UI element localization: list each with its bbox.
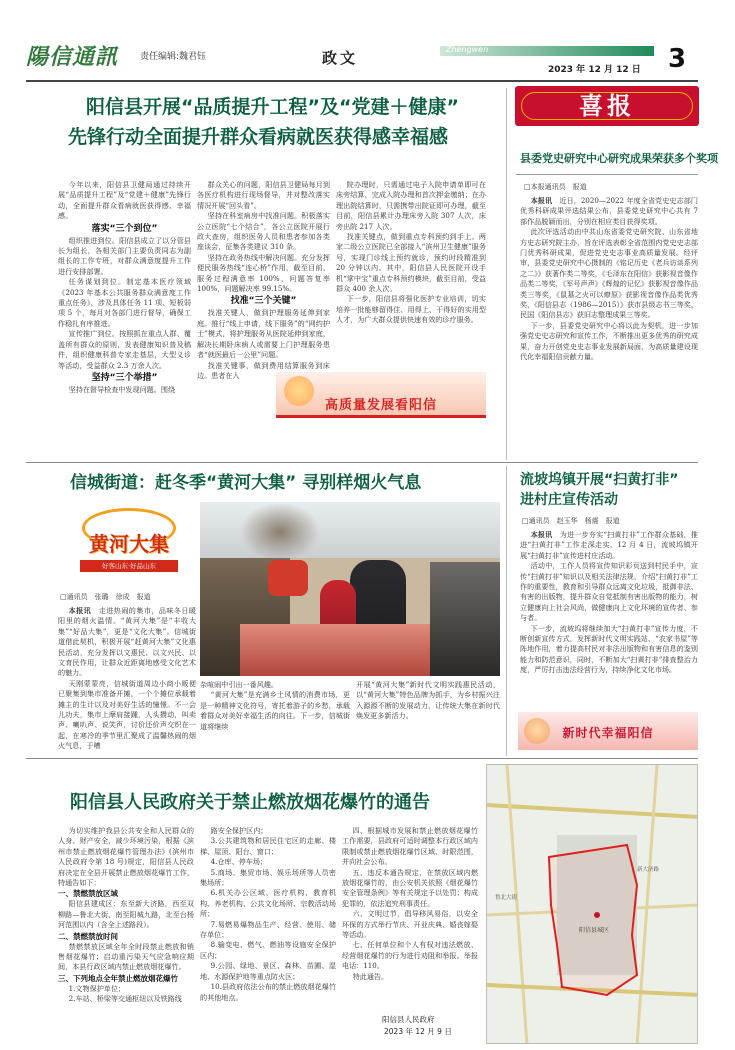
section-divider bbox=[26, 462, 698, 463]
map-svg bbox=[487, 765, 698, 1044]
sidebar1-body: 本报讯 近日，2020—2022 年度全省党史史志部门优秀科研成果评选结果公布，县委党史研究中心共有 7 部作品脱颖而出，分别在相应类目获得奖项。 此次评选活动由中共山东省委党史研究院、山东省地方史志研究院主办，旨在评选表彰全省范围内党史史志部门优秀科研成果，促进党史史志事业高质量发展。经评审，县委党史研究中心摄制的《铭记历史《老兵访谈系列之二》》获著作类二等奖，《毛泽东在阳信》获影视音像作品类二等奖，《军号声声》《辉煌的记忆》获影视音像作品类三等奖，《鼠墓之火可以燎原》获影视音像作品类优秀奖，《阳信县志（1986—2015）》获市县级志书三等奖，民国《阳信县志》获旧志整理成果三等奖。 下一步，县委党史研究中心将以此为契机，进一步加强党史史志研究和宣传工作，不断推出更多优秀的研究成果，奋力开创党史史志事业发展新局面，为高质量建设现代化幸福阳信贡献力量。 bbox=[520, 196, 698, 362]
sidebar2-body: 本报讯 为进一步夯实“扫黄打非”工作群众基础，推进“扫黄打非”工作走深走实，12 月 4 日，流坡坞镇开展“扫黄打非”宣传进村庄活动。 活动中，工作人员将宣传知识彩页送到村民手中，宣传“扫黄打非”知识以及相关法律法规，介绍“扫黄打非”工作的重要性，教育和引导群众远离文化垃圾，抵御非法、有害的出版物，提升群众自觉抵制有害出版物的能力，树立健康向上社会风尚，做健康向上文化环境的宣传者、参与者。 下一步，流坡坞将继续加大“扫黄打非”宣传力度，不断创新宣传方式，发挥新时代文明实践站、“农家书屋”等阵地作用，着力提高村民对非法出版物和有害信息的鉴别能力和防范意识，同时，不断加大“扫黄打非”排查整治力度，严厉打击违法经营行为，持续净化文化市场。 bbox=[520, 530, 698, 675]
subhead: 落实“三个到位” bbox=[91, 223, 158, 234]
notice-item: 六、文明过节，倡导移风易俗，以安全环保的方式举行节庆、开业庆典、婚丧嫁娶等活动。 bbox=[342, 909, 478, 940]
notice-item: 10.县政府依法公布的禁止燃放烟花爆竹的其他地点。 bbox=[200, 982, 336, 1002]
logo-text: 黄河大集 bbox=[89, 532, 169, 556]
logo-tagline: 好客山东·好品山东 bbox=[80, 560, 178, 572]
sidebar1-title: 县委党史研究中心研究成果荣获多个奖项 bbox=[520, 152, 718, 165]
article1-col3: 院办理时，只需通过电子入院申请单即可在床旁结算，完成入院办理和首次押金缴纳；在办理出院结算时，只需携带出院证即可办理，截至目前，阳信县累计办理床旁入院 307 人次，床旁出院 217 人次。 找准关键点，做到重点专科预约到手上。两家二级公立医院已全部接入“滨州卫生健康”服务号，实现门诊线上预约就诊，预约时段精准到 20 分钟以内。其中，阳信县人民医院开设手机“掌中宝”重点专科预约模块，截至目前，受益群众 400 余人次。 下一步，阳信县将强化医护专业培训，切实培养一批能够留得住、用得上、干得好的实用型人才，为广大群众提供快速有效的诊疗服务。 bbox=[336, 180, 486, 325]
map-ban-boundary bbox=[549, 845, 637, 995]
notice-item: 特此通告。 bbox=[352, 971, 389, 981]
sidebar2-byline: □通讯员 赵玉华 杨震 报道 bbox=[522, 517, 620, 525]
photo-meat-table bbox=[240, 624, 440, 676]
column-divider bbox=[506, 466, 507, 756]
issue-date: 2023 年 12 月 12 日 bbox=[548, 65, 641, 75]
article2-title: 信城街道：赶冬季“黄河大集” 寻别样烟火气息 bbox=[70, 473, 422, 493]
yellow-river-logo bbox=[62, 502, 196, 586]
photo-tree bbox=[240, 502, 320, 562]
notice-signer: 阳信县人民政府 bbox=[382, 1015, 435, 1024]
sidebar2-title-line2: 进村庄宣传活动 bbox=[520, 492, 618, 508]
article1-col1: 今年以来，阳信县卫健局通过持续开展“品质提升工程”及“党建＋健康”先锋行动，全面提升群众看病就医获得感、幸福感。 落实“三个到位” 组织推进到位。阳信县成立了以分管县长为组长，各相关部门主要负责同志为副组长的工作专班，对群众满意度提升工作进行安排部署。 任务谋划到位。制定基本医疗领域《2023 年基本公共服务群众满意度工作重点任务》，涉及具体任务 11 项、短板弱项 5 个，每月对各部门进行督导，确保工作稳扎有序推进。 宣传推广到位。按照抓在重点人群、覆盖所有群众的原则，发表健康知识普及稿件，组织健康科普专家走基层，大型义诊等活动，受益群众 2.3 万余人次。 坚持“三个举措” 坚持在督导检查中发现问题。围绕 bbox=[58, 180, 191, 394]
column-divider bbox=[506, 88, 507, 460]
article2-col2: 杂喧闹中引出一番风趣。 “黄河大集”是充满乡土风情的消费市场，更是一种精神文化符号，寄托着游子的乡愁，承载着群众对美好幸福生活的向往。下一步，信城街道将继续 bbox=[200, 680, 350, 731]
photo-right-crowd bbox=[430, 562, 500, 676]
notice-item: 9.公园、绿地、景区、森林、苗圃、湿地、水源保护地等重点防火区； bbox=[200, 961, 336, 981]
subhead: 三、下列地点全年禁止燃放烟花爆竹 bbox=[58, 973, 178, 983]
notice-item: 5.商场、集贸市场、娱乐场所等人员密集场所； bbox=[200, 867, 336, 888]
xibao-badge bbox=[515, 86, 699, 126]
article1-col2: 群众关心的问题，阳信县卫健局每月到各医疗机构进行现场督导，并对整改落实情况开展“回头看”。 坚持在科室病房中找准问题。积极落实公立医院“七个结合”，各公立医院开展行政大查房，组织医务人员和患者参加各类座谈会，征集各类建议 310 条。 坚持在政务热线中解决问题。充分发挥便民服务热线“连心桥”作用，截至目前，服务过程满意率 100%，问题答复率 100%，问题解决率 99.15%。 找准“三个关键” 找准关键人，做到护理服务延伸到家庭。推行“线上申请，线下服务”的“网约护士”模式，将护理服务从医院延伸到家庭，解决长期卧床病人或需要上门护理服务患者“就医最后一公里”问题。 找准关键事，做到费用结算服务到床边。患者在入 bbox=[197, 180, 330, 380]
article2-byline: □通讯员 张璐 徐成 报道 bbox=[60, 593, 151, 601]
sidebar2-title-line1: 流坡坞镇开展“扫黄打非” bbox=[520, 472, 679, 488]
notice-item: 8.输变电、燃气、燃油等设施安全保护区内； bbox=[200, 940, 336, 960]
notice-item: 七、任何单位和个人有权对违法燃放、经营烟花爆竹的行为进行劝阻和举报。举报电话：110。 bbox=[342, 940, 478, 971]
sidebar1-rule bbox=[516, 174, 698, 175]
happy-banner bbox=[518, 712, 698, 750]
notice-item: 五、违反本通告规定，在禁放区域内燃放烟花爆竹的，由公安机关依照《烟花爆竹安全管理条例》等有关规定予以处罚；构成犯罪的，依法追究刑事责任。 bbox=[342, 867, 478, 908]
badge-text: 喜报 bbox=[579, 92, 635, 120]
map-label-road2: 新大济路 bbox=[637, 867, 660, 873]
article1-title-line1: 阳信县开展“品质提升工程”及“党建＋健康” bbox=[86, 96, 459, 118]
article3-col1: 为切实维护我县公共安全和人民群众的人身、财产安全，减少环境污染，根据《滨州市禁止燃放烟花爆竹管理办法》(滨州市人民政府令第 18 号)规定，阳信县人民政府决定在全县开展禁止燃放烟花爆竹工作，特通告如下： 一、禁燃禁放区域 阳信县建成区：东至新大济路，西至双柳路—鲁北大街，南至阳城九路，北至台杨河范围以内（含全上述路段）。 二、禁燃禁放时间 禁燃禁放区域全年全时段禁止燃放和销售烟花爆竹；启动重污染天气应急响应期间，本县行政区域内禁止燃放烟花爆竹。 三、下列地点全年禁止燃放烟花爆竹 1.文物保护单位； 2.车站、桥梁等交通枢纽以及铁路线 bbox=[58, 826, 194, 1004]
article2-col1: 本报讯 走进热闹的集市，品味冬日暖阳里的烟火温情。“黄河大集”是“丰收大集”“好品大集”，更是“文化大集”。信城街道借此契机，积极开展“赶黄河大集”文化惠民活动，充分发挥以文惠民、以文兴民、以文育民作用，让群众近距离地感受文化艺术的魅力。 天刚蒙蒙亮，信城街道周边小商小贩便已聚集到集市准备开摊，一个个摊位承载着摊主的生计以及对美好生活的憧憬。不一会儿功夫，集市上摩肩接踵，人头攒动，叫卖声、喇叭声、说笑声，讨价还价声交织在一起，在寒冷的季节里汇聚成了温馨热闹的烟火气息，于嘈 bbox=[58, 606, 196, 751]
notice-item: 4.仓库、停车场； bbox=[210, 857, 268, 867]
happy-banner-text: 新时代幸福阳信 bbox=[562, 726, 654, 740]
article3-title: 阳信县人民政府关于禁止燃放烟花爆竹的通告 bbox=[70, 792, 430, 813]
page-number: 3 bbox=[667, 44, 687, 74]
subhead: 一、禁燃禁放区域 bbox=[58, 889, 118, 899]
notice-item: 3.公共建筑物和居民住宅区的走廊、楼梯、屋顶、阳台、窗口； bbox=[200, 836, 336, 856]
notice-date: 2023 年 12 月 9 日 bbox=[384, 1027, 452, 1036]
article3-col3 bbox=[342, 826, 478, 1006]
section-title: 政文 bbox=[322, 49, 359, 67]
map-label-road1: 鲁北大街 bbox=[495, 895, 518, 901]
quality-banner bbox=[276, 372, 486, 418]
quality-banner-text: 高质量发展看阳信 bbox=[324, 398, 437, 413]
section-en: Zhengwen bbox=[446, 45, 489, 54]
sidebar1-byline: □本报通讯员 报道 bbox=[524, 183, 587, 191]
masthead: 陽信通訊 bbox=[26, 44, 119, 70]
header-rule bbox=[26, 80, 698, 82]
map-label-city: 阳信县城区 bbox=[579, 927, 610, 934]
notice-item: 7.易燃易爆物品生产、经营、使用、储存单位； bbox=[200, 919, 336, 940]
ban-zone-map bbox=[486, 764, 698, 1044]
notice-item: 路安全保护区内； bbox=[210, 826, 268, 835]
article3-col2 bbox=[200, 826, 336, 1040]
editor-label: 责任编辑:魏君钰 bbox=[140, 52, 207, 62]
notice-item: 四、根据城市发展和禁止燃放烟花爆竹工作需要，县政府可适时调整本行政区域内限制或禁止燃放烟花爆竹区域、时限范围，并向社会公布。 bbox=[342, 826, 478, 867]
market-photo bbox=[200, 502, 500, 676]
subhead: 找准“三个关键” bbox=[230, 296, 297, 307]
subhead: 二、禁燃禁放时间 bbox=[58, 931, 118, 941]
notice-item: 6.机关办公区域、医疗机构、教育机构、养老机构、公共文化场所、宗教活动场所； bbox=[200, 888, 336, 919]
map-center-marker bbox=[594, 912, 600, 918]
article1-title-line2: 先锋行动全面提升群众看病就医获得感幸福感 bbox=[68, 126, 449, 148]
section-divider bbox=[26, 758, 698, 759]
photo-red-bags bbox=[268, 560, 308, 596]
article2-col3: 开展“黄河大集”新时代文明实践惠民活动，以“黄河大集”特色品牌为抓手，为乡村振兴注入源源不断的发展动力，让传统大集在新时代焕发更多新活力。 bbox=[356, 680, 500, 721]
subhead: 坚持“三个举措” bbox=[91, 372, 158, 383]
